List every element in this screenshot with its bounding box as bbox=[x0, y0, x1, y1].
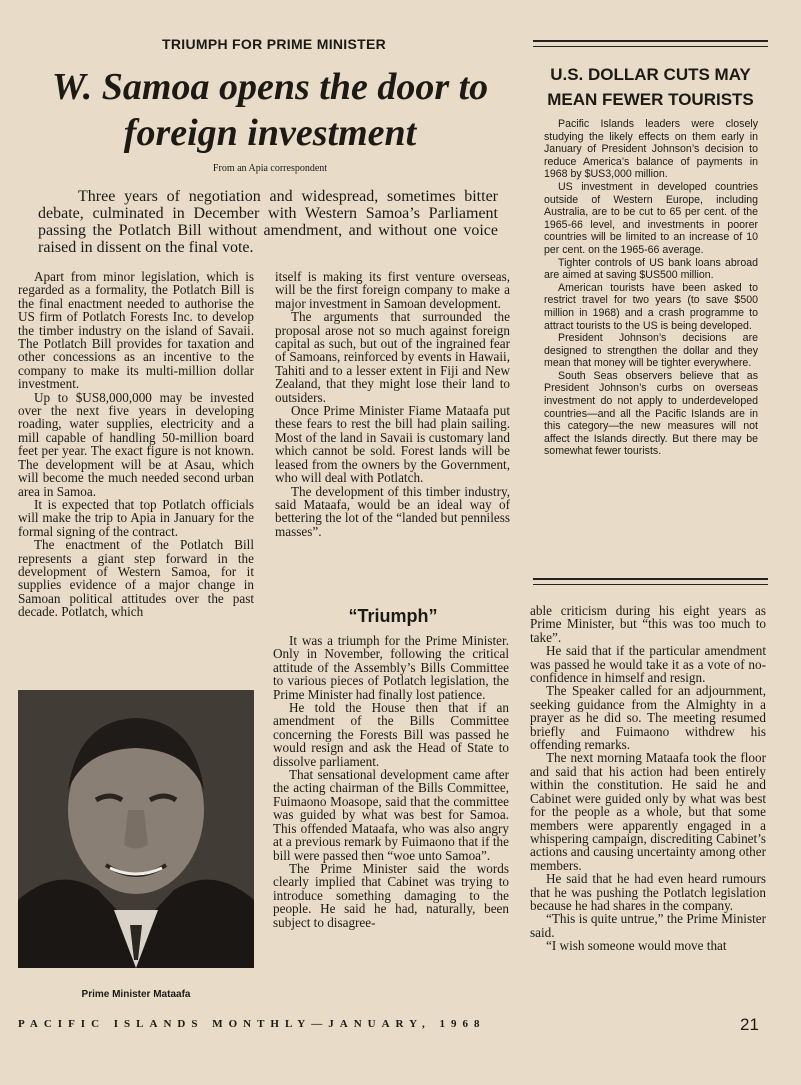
paragraph: He said that he had even heard rumours that he was pushing the Potlatch legislation because he had shares in the company. bbox=[530, 871, 766, 913]
paragraph: Apart from minor legislation, which is regarded as a formality, the Potlatch Bill is the final enactment needed to authorise the US firm of Potlatch Forests Inc. to develop the timber industry on the island of Savaii. The Potlatch Bill provides for taxation and other concessions as an incentive to the company to make its multi-million dollar investment. bbox=[18, 269, 254, 392]
paragraph: That sensational development came after the acting chairman of the Bills Committee, Fuimaono Moasope, said that the committee was guided by what was best for Samoa. This offended Mataafa, who was also angry at a previous remark by Fuimaono that if the bill were passed then “woe unto Samoa”. bbox=[273, 767, 509, 863]
headline: W. Samoa opens the door to foreign investment bbox=[51, 66, 489, 154]
kicker: TRIUMPH FOR PRIME MINISTER bbox=[162, 36, 387, 52]
photo-caption: Prime Minister Mataafa bbox=[81, 989, 191, 1000]
paragraph: The development of this timber industry, said Mataafa, would be an ideal way of bettering the lot of the “landed but penniless masses”. bbox=[275, 483, 510, 539]
article-column-2 bbox=[275, 270, 510, 538]
paragraph: Up to $US8,000,000 may be invested over the next five years in developing roading, water supplies, electricity and a mill capable of handling 50-million board feet per year. The exact figure is not known. The development will be at Asau, which will become the much needed second urban area in Samoa. bbox=[18, 389, 254, 499]
article-column-3 bbox=[530, 604, 766, 953]
paragraph: itself is making its first venture overseas, will be the first foreign company to make a major investment in Samoan development. bbox=[275, 269, 510, 311]
paragraph: He said that if the particular amendment was passed he would take it as a vote of no-confidence in himself and resign. bbox=[530, 643, 766, 686]
paragraph: Once Prime Minister Fiame Mataafa put these fears to rest the bill had plain sailing. Most of the land in Savaii is customary land which cannot be sold. Forest lands will be leased from the owners by the Government, who will deal with Potlatch. bbox=[275, 403, 510, 486]
page-number: 21 bbox=[740, 1015, 759, 1034]
footer-publication: PACIFIC ISLANDS MONTHLY—JANUARY, 1968 bbox=[18, 1018, 486, 1030]
article-column-1 bbox=[18, 270, 254, 619]
byline: From an Apia correspondent bbox=[212, 163, 328, 174]
paragraph: It was a triumph for the Prime Minister. Only in November, following the critical attitude of the Assembly’s Bills Committee to various pieces of Potlatch legislation, the Prime Minister had finally lost patience. bbox=[273, 633, 509, 702]
sidebar-bottom-rule-thin bbox=[533, 584, 768, 585]
sidebar-top-rule bbox=[533, 40, 768, 42]
sidebar-body bbox=[544, 118, 758, 458]
section-subhead: “Triumph” bbox=[348, 606, 438, 626]
sidebar-headline: U.S. DOLLAR CUTS MAY MEAN FEWER TOURISTS bbox=[547, 65, 754, 109]
article-column-2-continued bbox=[273, 634, 509, 929]
portrait-photo bbox=[18, 690, 254, 968]
paragraph: He told the House then that if an amendment of the Bills Committee concerning the Forests Bill was passed he would resign and ask the Head of State to dissolve parliament. bbox=[273, 700, 509, 769]
portrait-image bbox=[18, 690, 254, 968]
paragraph: The enactment of the Potlatch Bill represents a giant step forward in the development of Western Samoa, for it supplies evidence of a major change in Samoan political attitudes over the past decade. Potlatch, which bbox=[18, 537, 254, 620]
paragraph: The arguments that surrounded the proposal arose not so much against foreign capital as such, but out of the ingrained fear of Samoans, reinforced by events in Hawaii, Tahiti and to a lesser extent in Fiji and New Zealand, that they might lose their land to outsiders. bbox=[275, 309, 510, 405]
paragraph: President Johnson’s decisions are designed to strengthen the dollar and they mean that money will be tighter everywhere. bbox=[544, 332, 758, 370]
paragraph: able criticism during his eight years as Prime Minister, but “this was too much to take”. bbox=[530, 603, 766, 645]
paragraph: It is expected that top Potlatch officials will make the trip to Apia in January for the formal signing of the contract. bbox=[18, 496, 254, 539]
paragraph: US investment in developed countries outside of Western Europe, including Australia, are to be cut to 65 per cent. of the 1965-66 level, and investments in poorer countries will be limited to an increase of 10 per cent. on the 1965-66 average. bbox=[544, 180, 758, 256]
paragraph: Pacific Islands leaders were closely studying the likely effects on them early in January of President Johnson’s decision to reduce America’s balance of payments in 1968 by $US3,000 million. bbox=[544, 118, 758, 181]
paragraph: The next morning Mataafa took the floor and said that his action had been entirely within the constitution. He said he and Cabinet were guided only by what was best for the people as a whole, but that some members were apparently engaged in a whispering campaign, discrediting Cabinet’s actions and causing uncertainty among other members. bbox=[530, 750, 766, 873]
paragraph: Tighter controls of US bank loans abroad are aimed at saving $US500 million. bbox=[544, 256, 758, 282]
paragraph: American tourists have been asked to restrict travel for two years (to save $500 million in 1968) and a crash programme to attract tourists to the US is being developed. bbox=[544, 281, 758, 332]
sidebar-bottom-rule bbox=[533, 578, 768, 580]
paragraph: “I wish someone would move that bbox=[546, 938, 727, 954]
paragraph: The Speaker called for an adjournment, seeking guidance from the Almighty in a prayer as he did so. The meeting resumed briefly and Fuimaono withdrew his offending remarks. bbox=[530, 683, 766, 753]
sidebar-top-rule-thin bbox=[533, 46, 768, 47]
paragraph: The Prime Minister said the words clearly implied that Cabinet was trying to introduce something damaging to the people. He said he had, naturally, been subject to disagree- bbox=[273, 860, 509, 930]
standfirst: Three years of negotiation and widespread, sometimes bitter debate, culminated in December with Western Samoa’s Parliament passing the Potlatch Bill without amendment, and without one voice raised in dissent on the final vote. bbox=[38, 188, 498, 256]
paragraph: “This is quite untrue,” the Prime Minister said. bbox=[530, 911, 766, 940]
paragraph: South Seas observers believe that as President Johnson’s curbs on overseas investment do not apply to underdeveloped countries—and all the Pacific Islands are in this category—the new measures will not affect the Islands directly. But there may be somewhat fewer tourists. bbox=[544, 369, 758, 458]
